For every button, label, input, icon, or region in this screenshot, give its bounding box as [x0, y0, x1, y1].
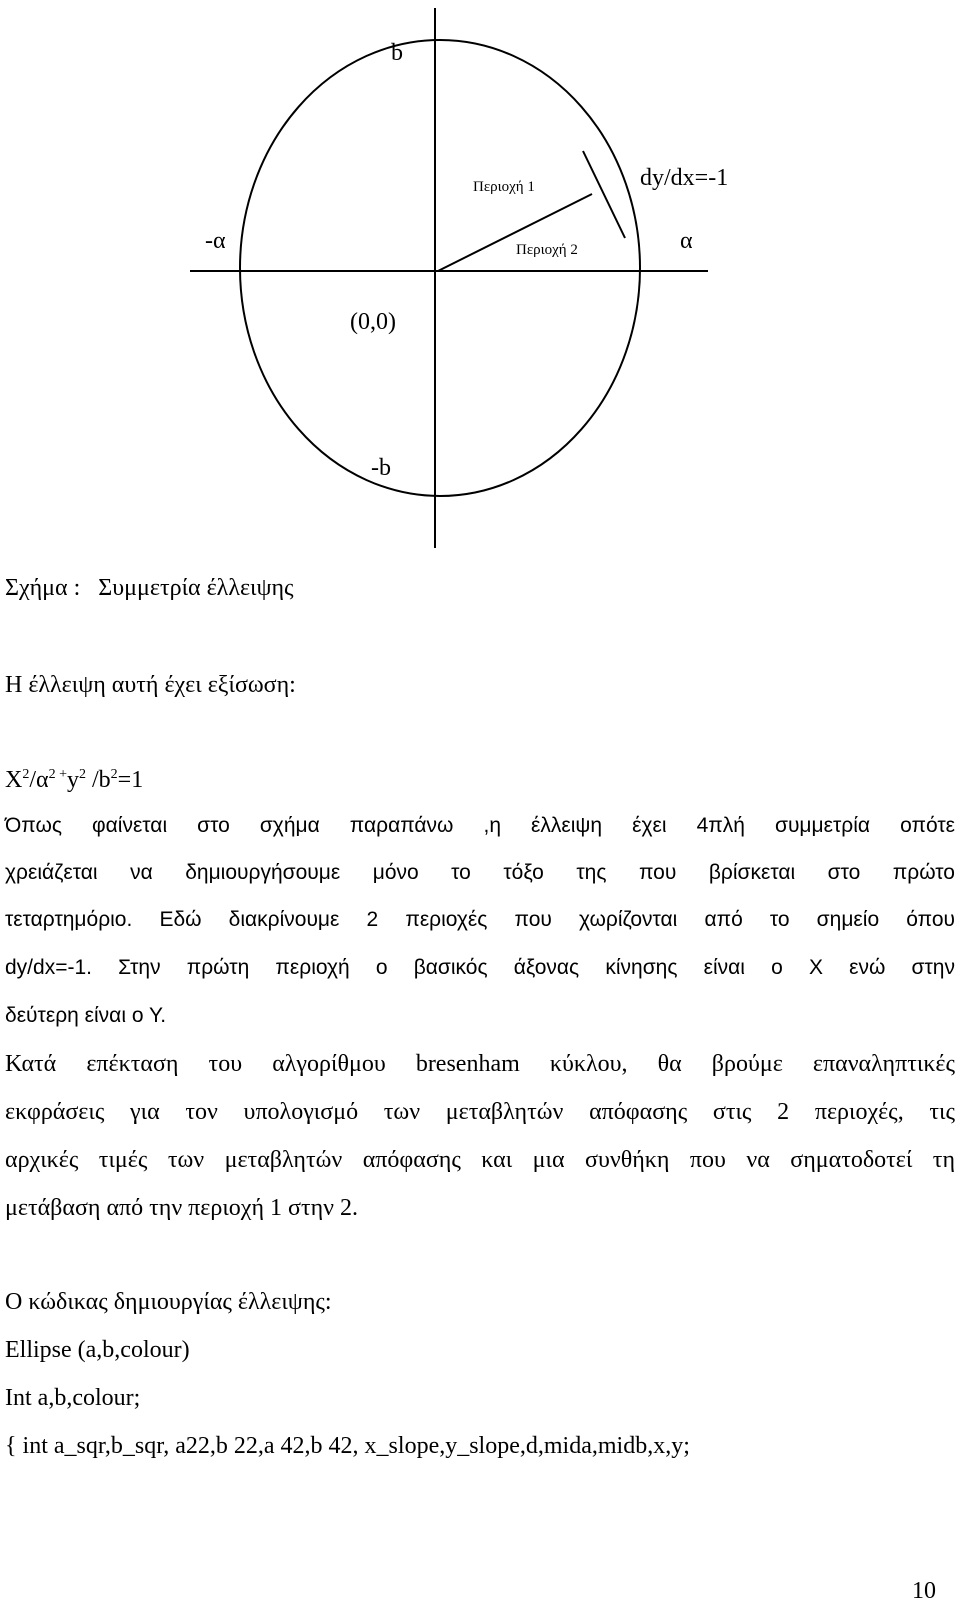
label-region-2: Περιοχή 2 — [516, 242, 578, 258]
paragraph-line: τεταρτημόριο. Εδώ διακρίνουμε 2 περιοχές που χωρίζονται από το σημείο όπου — [5, 908, 955, 931]
ellipse-equation: $X^2/\alpha^{2 +}y^2$ $/b^2=1$ — [5, 767, 144, 793]
caption-text: Συμμετρία έλλειψης — [98, 575, 294, 601]
label-region-1: Περιοχή 1 — [473, 179, 535, 195]
figure-caption — [5, 576, 294, 600]
paragraph-line: χρειάζεται να δημιουργήσουμε μόνο το τόξο της που βρίσκεται στο πρώτο — [5, 861, 955, 884]
label-origin: (0,0) — [350, 309, 396, 335]
equation-intro: Η έλλειψη αυτή έχει εξίσωση: — [5, 672, 296, 698]
code-line: Ellipse (a,b,colour) — [5, 1337, 190, 1363]
code-heading: Ο κώδικας δημιουργίας έλλειψης: — [5, 1289, 332, 1315]
paragraph-line: δεύτερη είναι ο Υ. — [5, 1004, 167, 1027]
label-minus-alpha: -α — [205, 228, 226, 254]
label-alpha: α — [680, 228, 693, 254]
label-slope: dy/dx=-1 — [640, 165, 729, 191]
caption-prefix: Σχήμα : — [5, 575, 81, 601]
ellipse-curve — [240, 40, 640, 496]
page-number: 10 — [912, 1578, 936, 1604]
label-b: b — [391, 40, 403, 66]
paragraph-line: Όπως φαίνεται στο σχήμα παραπάνω ,η έλλειψη έχει 4πλή συμμετρία οπότε — [5, 814, 955, 837]
paragraph-line: Κατά επέκταση του αλγορίθμου bresenham κύκλου, θα βρούμε επαναληπτικές — [5, 1051, 955, 1077]
paragraph-line: dy/dx=-1. Στην πρώτη περιοχή ο βασικός άξονας κίνησης είναι ο Χ ενώ στην — [5, 956, 955, 979]
paragraph-line: εκφράσεις για τον υπολογισμό των μεταβλητών απόφασης στις 2 περιοχές, τις — [5, 1099, 955, 1125]
code-line: { int a_sqr,b_sqr, a22,b 22,a 42,b 42, x_slope,y_slope,d,mida,midb,x,y; — [5, 1433, 690, 1459]
region-divider-line — [438, 194, 592, 271]
label-minus-b: -b — [371, 455, 391, 481]
paragraph-line: αρχικές τιμές των μεταβλητών απόφασης και μια συνθήκη που να σηματοδοτεί τη — [5, 1147, 955, 1173]
paragraph-line: μετάβαση από την περιοχή 1 στην 2. — [5, 1195, 358, 1221]
ellipse-symmetry-figure — [0, 0, 960, 560]
code-line: Int a,b,colour; — [5, 1385, 141, 1411]
